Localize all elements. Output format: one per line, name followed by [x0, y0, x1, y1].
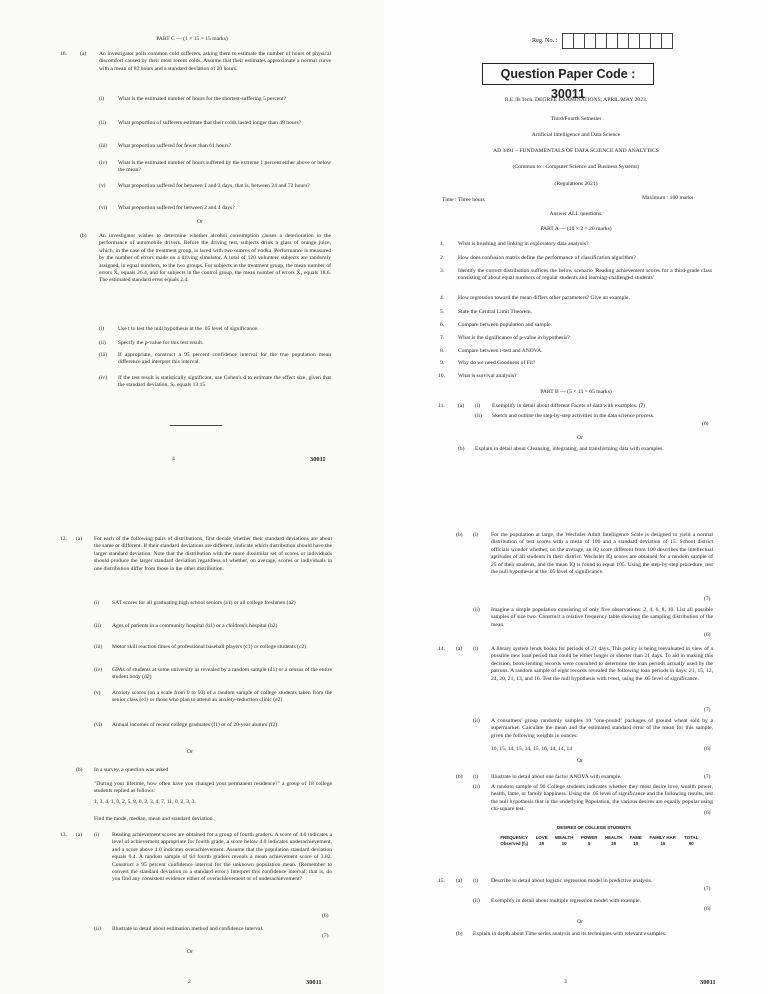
qa3-number: 3. [440, 268, 445, 274]
footer-code: 30011 [306, 979, 322, 986]
common-to: (Common to : Computer Science and Business Systems) [512, 164, 640, 170]
q16a-vi-label: (vi) [99, 205, 108, 211]
q16a-iv-text: What is the estimated number of hours suffered by the extreme 1 percent either above or below the mean? [118, 160, 332, 174]
table-title: DESIRES OF COLLEGE STUDENTS [557, 825, 631, 830]
q13b-i-text: For the population at large, the Wechsler Adult Intelligence Scale is designed to yield a normal distribution of test scores with a mean of 100 and a standard deviation of 15. School district officials wonder whether, on the average, an IQ score different from 100 describes the intellectual aptitudes of all students in their district. Wechsler IQ scores are obtained for a random sample of 25 of their students, and the mean IQ is found to equal 105. Using the step-by-step procedure, test the null hypothesis at the .05 level of significance. [491, 532, 713, 575]
subject: AD 3491 – FUNDAMENTALS OF DATA SCIENCE AND ANALYTICS [493, 148, 659, 154]
table-row [496, 841, 702, 847]
q14a-i-marks: (7) [704, 707, 711, 713]
q15a-i-label: (i) [473, 878, 479, 884]
q13a-ii-text: Illustrate in detail about estimation method and confidence interval. [112, 926, 264, 932]
q16a-vi-text: What proportion suffered for between 2 and 4 days? [118, 205, 235, 211]
q14-number: 14. [438, 646, 445, 652]
q14a-label: (a) [456, 646, 463, 652]
qa9-text: Why do we need Goodness of Fit? [458, 360, 536, 366]
q13b-label: (b) [456, 532, 463, 538]
q15a-ii-marks: (6) [704, 906, 711, 912]
reg-no-boxes [563, 33, 673, 49]
q16b-iv-label: (iv) [99, 375, 108, 381]
q15a-ii-label: (ii) [473, 898, 480, 904]
qa2-number: 2. [440, 255, 445, 261]
q16b-ii-text: Specify the p-value for this test result. [118, 340, 204, 346]
q14a-i-label: (i) [473, 646, 479, 652]
q11a-ii-label: (ii) [475, 413, 482, 419]
table-header-cell: HEALTH [604, 835, 623, 840]
q12a-v-text: Anxiety scores (on a scale from 0 to 50) of a random sample of college students taken from the senior class (e1) or those who plan to attend an anxiety-reduction clinic (e2) [112, 690, 332, 704]
q16b-i-label: (i) [99, 326, 105, 332]
qa2-text: How does confusion matrix define the performance of classification algorithm? [458, 255, 636, 261]
q16a-v-text: What proportion suffered for between 1 and 3 days, that is, between 24 and 72 hours? [118, 183, 310, 189]
q15b-text: Explain in depth about Time series analysis and its techniques with relevant examples. [473, 931, 667, 937]
table-header-cell: LOVE [535, 835, 548, 840]
branch: Artificial Intelligence and Data Science [531, 132, 621, 138]
q14a-i-text: A library system lends books for periods of 21 days. This policy is being reevaluated in view of a possible new loan period that could be either longer or shorter than 21 days. To aid in making this decision, book-lending records were consulted to determine the loan periods actually used by the patrons. A random sample of eight records revealed the following loan periods in days: 21, 15, 12, 24, 20, 21, 13, and 16. Test the null hypothesis with t-test, using the .05 level of significance. [491, 646, 713, 682]
q13b-ii-label: (ii) [473, 607, 480, 613]
page-4 [0, 0, 384, 497]
table-cell: 10 [561, 840, 567, 846]
q16a-iv-label: (iv) [99, 160, 108, 166]
q16b-ii-label: (ii) [99, 340, 106, 346]
q13a-i-label: (i) [94, 832, 100, 838]
q13-number: 13. [60, 832, 67, 838]
q12-number: 12. [60, 536, 67, 542]
q12b-label: (b) [76, 767, 83, 773]
q13a-ii-label: (ii) [94, 926, 101, 932]
q12a-ii-text: Ages of patients in a community hospital (b1) or a children's hospital (b2) [112, 623, 278, 629]
q12a-iv-text: GPAs of students at some university as revealed by a random sample (d1) or a census of the entire student body (d2) [112, 667, 332, 681]
qa10-number: 10. [438, 373, 445, 379]
part-b-header: PART B — (5 × 13 = 65 marks) [540, 389, 612, 395]
q12a-ii-label: (ii) [94, 623, 101, 629]
regulations: (Regulations 2021) [554, 181, 598, 187]
q16b-text: An investigator wishes to determine whether alcohol consumption causes a deterioration in the performance of automobile drivers. Before the driving test, subjects drink a glass of orange juice, which, in the case of the treatment group, is laced with two ounces of vodka. Performance is measured by the number of errors made on a driving simulator. A total of 120 volunteer subjects are randomly assigned, in equal numbers, to the two groups. For subjects in the treatment group, the mean number of errors X̄₁ equals 26.4, and for subjects in the control group, the mean number of errors X̄₂ equals 18.6. The estimated standard error equals 2.4. [99, 233, 331, 284]
footer-code: 30011 [700, 979, 716, 986]
q14a-ii-text: A consumers' group randomly samples 10 "one-pound" packages of ground wheat sold by a supermarket. Calculate the mean and the estimated standard error of the mean for this sample, given the following weights in ounces: [491, 718, 713, 739]
qa9-number: 9. [440, 360, 445, 366]
page-number: 3 [564, 979, 567, 985]
q15a-label: (a) [456, 878, 463, 884]
q12a-iii-label: (iii) [94, 644, 103, 650]
table-header-cell: FAMILY HAP. [649, 835, 677, 840]
q16b-iii-text: If appropriate, construct a 95 percent confidence interval for the true population mean difference and interpret this interval. [118, 352, 331, 366]
page-3 [384, 497, 768, 994]
q16b-label: (b) [80, 233, 87, 239]
table-cell: 25 [611, 840, 617, 846]
answer-all: Answer ALL questions. [549, 211, 603, 217]
q16a-label: (a) [80, 51, 87, 57]
table-cell: 10 [633, 840, 639, 846]
q12a-v-label: (v) [94, 690, 101, 696]
qa4-text: How regression toward the mean differs other parameters? Give an example. [458, 295, 630, 301]
q14b-i-label: (i) [473, 774, 479, 780]
reg-no-field [532, 33, 673, 49]
q16a-text: An investigator polls common cold sufferers, asking them to estimate the number of hours of physical discomfort caused by their most recent colds. Assume that their estimates approximate a normal curve with a mean of 83 hours and a standard deviation of 20 hours. [99, 51, 331, 72]
q14b-i-marks: (7) [704, 774, 711, 780]
table-header-cell: TOTAL [684, 835, 699, 840]
q16b-iv-text: If the test result is statistically significant, use Cohen's d to estimate the effect size, given that the standard deviation, Sₚ equals 13.15. [118, 375, 331, 389]
q14a-ii-data: 16, 15, 14, 15, 14, 15, 16, 14, 14, 14 [491, 746, 573, 752]
q12b-data: 1, 3, 4, 1, 0, 2, 5, 8, 0, 2, 3, 4, 7, 11, 0, 2, 3, 3. [94, 799, 196, 805]
q12b-task: Find the mode, median, mean and standard deviation. [94, 816, 214, 822]
q12b-text1: In a survey, a question was asked [94, 767, 169, 773]
or-separator-2: Or [187, 949, 193, 955]
qa6-text: Compare between population and sample. [458, 322, 552, 328]
q16-number: 16. [60, 51, 67, 57]
q16a-iii-text: What proportion suffered for fewer than 61 hours? [118, 143, 232, 149]
part-a-header: PART A — (10 × 2 = 20 marks) [540, 226, 612, 232]
qa5-text: State the Central Limit Theorem. [458, 309, 532, 315]
q16a-v-label: (v) [99, 183, 106, 189]
footer-code: 30011 [310, 456, 326, 463]
table-cell: Observed (fₒ) [500, 840, 528, 846]
table-header-cell: WEALTH [554, 835, 574, 840]
end-rule [170, 425, 222, 426]
qa5-number: 5. [440, 309, 445, 315]
q14b-i-text: Illustrate in detail about one factor ANOVA with example. [491, 774, 622, 780]
or-separator: Or [577, 758, 583, 764]
part-c-header: PART C — (1 × 15 = 15 marks) [156, 36, 228, 42]
q13a-i-text: Reading achievement scores are obtained for a group of fourth graders. A score of 4.0 indicates a level of achievement appropriate for fourth grade, a score below 4.0 indicates underachievement, and a score above 4.0 indicates overachievement. Assume that the population standard deviation equals 0.4. A random sample of 64 fourth graders reveals a mean achievement score of 3.82. Construct a 95 percent confidence interval for the unknown population mean. (Remember to convert the standard deviation to a standard error.) Interpret this confidence interval; that is, do you find any consistent evidence either of overachievement or of underachievement? [112, 832, 332, 883]
q14b-label: (b) [456, 774, 463, 780]
qa3-text: Identify the correct distribution suffices the below scenario 'Reading achievement scores for a third-grade class consisting of about equal numbers of regular students and learning-challenged students' [458, 268, 712, 282]
q12a-iii-text: Motor skill reaction times of professional baseball players (c1) or college students (c2) [112, 644, 307, 650]
q11a-ii-text: Sketch and outline the step-by-step activities in the data science process. [492, 413, 655, 419]
q11a-label: (a) [458, 403, 465, 409]
q11b-text: Explain in detail about Cleansing, integrating, and transforming data with examples. [475, 446, 664, 452]
q15a-i-marks: (7) [704, 886, 711, 892]
q11a-ii-marks: (6) [702, 421, 709, 427]
reg-no-label: Reg. No. : [532, 36, 558, 44]
qa8-number: 8. [440, 348, 445, 354]
page-number: 4 [172, 456, 175, 462]
q11a-i-label: (i) [475, 403, 481, 409]
q12b-text2: "During your lifetime, how often have you changed your permanent residence?" a group of 18 college students replied as follows: [94, 781, 332, 795]
table-cell: 5 [587, 840, 591, 846]
qa1-text: What is brushing and linking in exploratory data analysis? [458, 241, 589, 247]
q11b-label: (b) [458, 446, 465, 452]
q14b-ii-text: A random sample of 90 College students indicates whether they most desire love, wealth power, health, fame, or family happiness. Using the .05 level of significance and the following results, test the null hypothesis that in the underlying Population, the various desires are equally popular using chi-square test. [491, 784, 713, 813]
q15-number: 15. [438, 878, 445, 884]
qa10-text: What is survival analysis? [458, 373, 517, 379]
q15b-label: (b) [456, 931, 463, 937]
qa8-text: Compare between t-test and ANOVA. [458, 348, 543, 354]
q16b-i-text: Use t to test the null hypothesis at the .05 level of significance. [118, 326, 259, 332]
page-2 [0, 497, 384, 994]
or-separator: Or [197, 219, 203, 225]
exam-title: B.E./B.Tech. DEGREE EXAMINATIONS, APRIL/MAY 2023. [504, 97, 648, 103]
q12a-vi-text: Annual incomes of recent college graduates (f1) or of 20-year alumni (f2) [112, 722, 278, 728]
q15a-ii-text: Exemplify in detail about multiple regression model with example. [491, 898, 641, 904]
table-header-cell: FAME [629, 835, 642, 840]
qa6-number: 6. [440, 322, 445, 328]
q13a-i-marks: (6) [322, 913, 329, 919]
question-paper-code: Question Paper Code : 30011 [482, 63, 654, 85]
q12a-i-text: SAT scores for all graduating high school seniors (a1) or all college freshmen (a2) [112, 600, 296, 606]
q12a-label: (a) [76, 536, 83, 542]
q16a-ii-text: What proportion of sufferers estimate that their colds lasted longer than 48 hours? [118, 120, 302, 126]
q16a-ii-label: (ii) [99, 120, 106, 126]
q11a-i-text: Exemplify in detail about different Facets of data with examples. (7) [492, 403, 646, 409]
page-number: 2 [188, 979, 191, 985]
q12a-vi-label: (vi) [94, 722, 103, 728]
time-allowed: Time : Three hours [442, 197, 485, 203]
q11-number: 11. [438, 403, 445, 409]
q14a-ii-marks: (6) [704, 746, 711, 752]
q13a-label: (a) [76, 832, 83, 838]
q15a-i-text: Describe in detail about logistic regression model in predictive analysis. [491, 878, 653, 884]
q14a-ii-label: (ii) [473, 718, 480, 724]
q16b-iii-label: (iii) [99, 352, 108, 358]
q13b-i-marks: (7) [704, 596, 711, 602]
q13b-ii-text: Imagine a simple population consisting of only five observations: 2, 4, 6, 8, 10. List all possible samples of size two. Construct a relative frequency table showing the sampling distribution of the mean. [491, 607, 713, 628]
table-header-cell: FREQUENCY [500, 835, 528, 840]
qa7-text: What is the significance of p-value in hypothesis? [458, 335, 570, 341]
q12a-text: For each of the following pairs of distributions, first decide whether their standard deviations are about the same or different. If their standard deviations are different, indicate which distribution should have the larger standard deviation. Note that the distribution with the more dissimilar set of scores or individuals should produce the larger standard deviation regardless of whether, on average, scores or individuals in one distribution differ from those in the other distribution. [94, 536, 332, 572]
semester: Third/Fourth Semester [550, 116, 602, 122]
qa7-number: 7. [440, 335, 445, 341]
q16a-i-text: What is the estimated number of hours for the shortest-suffering 5 percent? [118, 96, 287, 102]
q13b-i-label: (i) [473, 532, 479, 538]
qa1-number: 1. [440, 241, 445, 247]
q12a-i-label: (i) [94, 600, 100, 606]
q14b-ii-marks: (6) [704, 810, 711, 816]
table-cell: 90 [688, 840, 694, 846]
desires-table [496, 835, 702, 847]
or-separator: Or [187, 749, 193, 755]
table-header-cell: POWER [580, 835, 598, 840]
qa4-number: 4. [440, 295, 445, 301]
q16a-i-label: (i) [99, 96, 105, 102]
q13a-ii-marks: (7) [322, 933, 329, 939]
table-cell: 25 [539, 840, 545, 846]
or-separator: Or [577, 435, 583, 441]
q12a-iv-label: (iv) [94, 667, 103, 673]
page-1 [384, 0, 768, 497]
q13b-ii-marks: (6) [704, 632, 711, 638]
table-cell: 15 [660, 840, 666, 846]
q14b-ii-label: (ii) [473, 784, 480, 790]
q16a-iii-label: (iii) [99, 143, 108, 149]
max-marks: Maximum : 100 marks [642, 195, 694, 201]
or-separator-2: Or [577, 919, 583, 925]
